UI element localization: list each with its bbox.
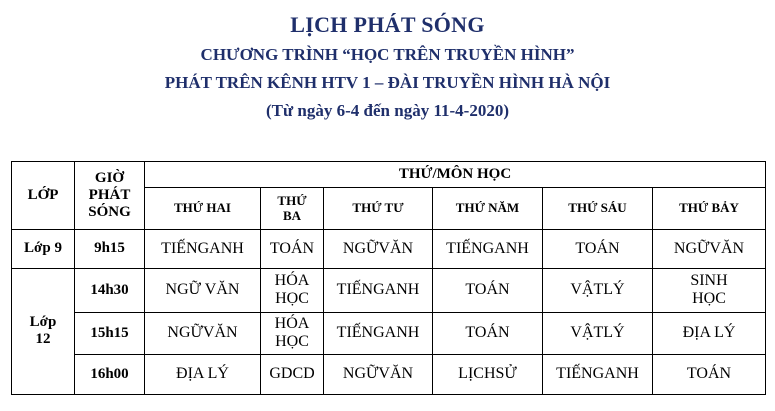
table-row bbox=[12, 268, 766, 312]
subject-cell bbox=[324, 355, 433, 395]
cell-text: HỌC bbox=[275, 333, 309, 351]
subject-cell bbox=[324, 312, 433, 355]
cell-text: Lớp bbox=[29, 314, 57, 331]
cell-text: NGỮVĂN bbox=[342, 365, 414, 383]
broadcast-time: 15h15 bbox=[75, 312, 145, 355]
cell-text: THỨ bbox=[277, 192, 307, 208]
table-row bbox=[12, 230, 766, 269]
subject-cell bbox=[145, 230, 261, 269]
cell-text: HÓA bbox=[274, 315, 310, 333]
cell-text: THỨ BẢY bbox=[679, 200, 739, 216]
subject-cell bbox=[261, 312, 324, 355]
subject-cell bbox=[653, 268, 766, 312]
cell-text: Lớp 9 bbox=[24, 240, 62, 257]
cell-text: TIẾNGANH bbox=[446, 239, 529, 257]
page-title: LỊCH PHÁT SÓNG bbox=[290, 12, 485, 37]
day-header bbox=[261, 188, 324, 230]
cell-text: TOÁN bbox=[575, 239, 620, 257]
subject-cell bbox=[261, 355, 324, 395]
day-header bbox=[653, 188, 766, 230]
cell-text: THỨ TƯ bbox=[352, 200, 404, 216]
cell-text: TOÁN bbox=[269, 239, 315, 257]
subject-cell bbox=[433, 312, 543, 355]
day-header bbox=[543, 188, 653, 230]
cell-text: TOÁN bbox=[465, 280, 510, 298]
subject-cell bbox=[543, 312, 653, 355]
subject-cell bbox=[653, 355, 766, 395]
subject-cell bbox=[261, 268, 324, 312]
subject-cell bbox=[324, 268, 433, 312]
subject-cell bbox=[653, 312, 766, 355]
cell-text: ĐỊA LÝ bbox=[682, 324, 736, 342]
cell-text: THỨ NĂM bbox=[455, 200, 520, 216]
cell-text: THỨ HAI bbox=[174, 200, 231, 216]
cell-text: HỌC bbox=[275, 290, 309, 308]
cell-text: HỌC bbox=[692, 290, 726, 308]
header-gio-line: PHÁT bbox=[88, 186, 131, 203]
header-gio-line: SÓNG bbox=[88, 204, 131, 221]
cell-text: BA bbox=[282, 207, 302, 223]
subject-cell bbox=[433, 355, 543, 395]
cell-text: NGỮVĂN bbox=[167, 324, 238, 342]
subject-cell bbox=[145, 355, 261, 395]
subject-cell bbox=[433, 268, 543, 312]
program-subtitle: CHƯƠNG TRÌNH “HỌC TRÊN TRUYỀN HÌNH” bbox=[200, 45, 575, 64]
cell-text: NGỮVĂN bbox=[673, 239, 745, 257]
subject-cell bbox=[543, 268, 653, 312]
subject-cell bbox=[145, 268, 261, 312]
cell-text: TIẾNGANH bbox=[336, 324, 420, 342]
date-range: (Từ ngày 6-4 đến ngày 11-4-2020) bbox=[265, 101, 510, 120]
schedule-table bbox=[11, 161, 766, 395]
class-cell bbox=[12, 230, 75, 269]
cell-text: TIẾNGANH bbox=[161, 239, 244, 257]
day-header bbox=[433, 188, 543, 230]
subject-cell bbox=[145, 312, 261, 355]
channel-subtitle: PHÁT TRÊN KÊNH HTV 1 – ĐÀI TRUYỀN HÌNH HÀ NỘI bbox=[164, 73, 611, 92]
day-header bbox=[324, 188, 433, 230]
cell-text: NGỮ VĂN bbox=[165, 280, 240, 298]
cell-text: ĐỊA LÝ bbox=[176, 365, 229, 383]
cell-text: SINH bbox=[690, 271, 728, 289]
cell-text: 12 bbox=[35, 331, 51, 348]
table-row bbox=[12, 312, 766, 355]
cell-text: HÓA bbox=[274, 271, 310, 289]
header-gio-phat-song bbox=[75, 162, 145, 230]
subject-cell bbox=[433, 230, 543, 269]
table-row bbox=[12, 355, 766, 395]
cell-text: THỨ SÁU bbox=[568, 200, 627, 216]
subject-cell bbox=[324, 230, 433, 269]
cell-text: VẬTLÝ bbox=[570, 324, 625, 342]
header-thu-mon-hoc: THỨ/MÔN HỌC bbox=[145, 162, 766, 188]
cell-text: TIẾNGANH bbox=[336, 280, 420, 298]
broadcast-time: 9h15 bbox=[75, 230, 145, 269]
header-gio-line: GIỜ bbox=[94, 169, 125, 186]
broadcast-time: 14h30 bbox=[75, 268, 145, 312]
cell-text: TOÁN bbox=[686, 365, 732, 383]
cell-text: TOÁN bbox=[465, 324, 510, 342]
cell-text: LỊCHSỬ bbox=[458, 365, 517, 383]
subject-cell bbox=[543, 355, 653, 395]
cell-text: GDCD bbox=[269, 365, 315, 383]
cell-text: TIẾNGANH bbox=[556, 365, 639, 383]
cell-text: VẬTLÝ bbox=[570, 280, 625, 298]
subject-cell bbox=[653, 230, 766, 269]
subject-cell bbox=[261, 230, 324, 269]
class-cell bbox=[12, 268, 75, 394]
day-header bbox=[145, 188, 261, 230]
subject-cell bbox=[543, 230, 653, 269]
header-lop: LỚP bbox=[12, 162, 75, 230]
cell-text: NGỮVĂN bbox=[342, 239, 414, 257]
broadcast-time: 16h00 bbox=[75, 355, 145, 395]
